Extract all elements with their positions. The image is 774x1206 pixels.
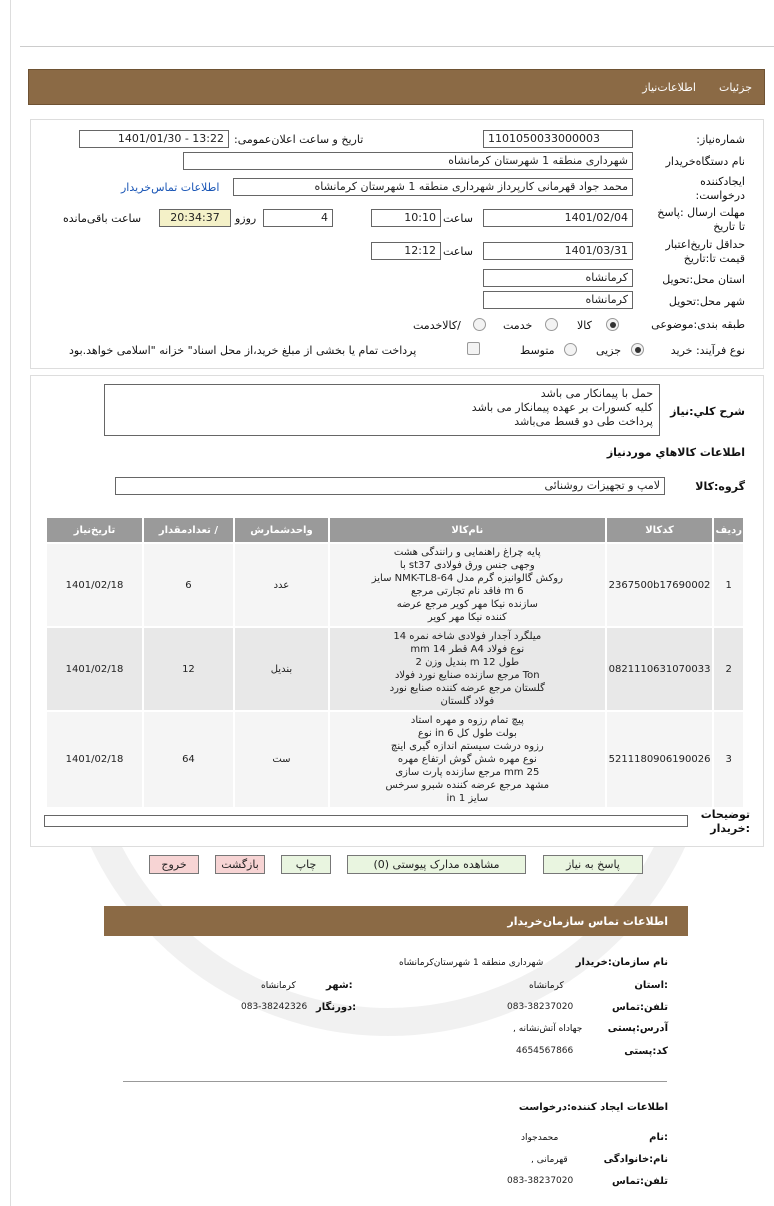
row-code: 0821110631070033 <box>606 627 714 711</box>
creator-phone-label: تلفن:تماس <box>611 1176 668 1187</box>
need-number-label: شماره‌نیاز: <box>696 133 745 146</box>
contact-address-value: جهاداه آتش‌نشانه , <box>513 1024 583 1034</box>
creator-info-label: اطلاعات ایجاد کننده:درخواست <box>518 1102 668 1113</box>
buyer-contact-header <box>104 906 688 936</box>
remaining-time-label: ساعت باقی‌مانده <box>63 212 142 225</box>
description-label: شرح کلي:نیاز <box>670 405 745 418</box>
back-button[interactable]: بازگشت <box>215 855 265 874</box>
table-row <box>46 627 744 711</box>
treasury-checkbox[interactable] <box>467 342 480 355</box>
description-box <box>104 384 660 436</box>
contact-divider <box>123 1081 667 1082</box>
creator-name-label: :نام <box>649 1132 668 1143</box>
contact-org-value: شهرداری منطقه 1 شهرستان‌کرمانشاه <box>399 958 544 968</box>
description-line: کلیه کسورات بر عهده پیمانکار می باشد <box>471 401 653 414</box>
row-name-line: نوع فولاد A4 قطر 14 mm <box>410 644 525 655</box>
city-field: کرمانشاه <box>483 291 633 309</box>
announce-date-field: 1401/01/30 - 13:22 <box>79 130 229 148</box>
row-unit: عدد <box>234 543 329 627</box>
row-name-line: پایه چراغ راهنمایی و رانندگی هشت <box>393 547 541 558</box>
row-name <box>329 627 606 711</box>
category-label: طبقه بندی:موضوعی <box>651 318 745 331</box>
reply-button[interactable]: پاسخ به نیاز <box>543 855 643 874</box>
attachments-button[interactable]: مشاهده مدارک پیوستی (0) <box>347 855 526 874</box>
buyer-notes-label: توضیحات :خریدار <box>700 808 750 835</box>
goods-group-label: گروه:کالا <box>695 480 745 493</box>
remaining-time-field: 20:34:37 <box>159 209 231 227</box>
row-date: 1401/02/18 <box>46 543 143 627</box>
row-name-line: وجهی جنس ورق فولادی st37 با <box>399 560 535 571</box>
category-goods-label: کالا <box>577 319 592 332</box>
validity-time-field: 12:12 <box>371 242 441 260</box>
row-code: 2367500b17690002 <box>606 543 714 627</box>
contact-postal-value: 4654567866 <box>516 1046 574 1056</box>
buyer-org-field: شهرداری منطقه 1 شهرستان کرمانشاه <box>183 152 633 170</box>
row-name-line: بولت طول کل 6 in نوع <box>417 728 517 739</box>
contact-org-label: نام سازمان:خریدار <box>575 957 668 968</box>
purchase-type-label: نوع فرآیند: خرید <box>670 344 745 357</box>
row-name-line: رزوه درشت سیستم اندازه گیری اینچ <box>390 741 544 752</box>
row-index: 2 <box>713 627 744 711</box>
page-top-divider <box>20 46 774 47</box>
tab-need-info[interactable]: اطلاعات‌نیاز <box>642 81 696 94</box>
days-label: روزو <box>235 212 257 225</box>
reply-time-label: ساعت <box>443 212 473 225</box>
buyer-org-label: نام دستگاه‌خریدار <box>665 155 745 168</box>
print-button[interactable]: چاپ <box>281 855 331 874</box>
reply-deadline-label: مهلت ارسال :پاسخ تا تاریخ <box>657 206 745 233</box>
category-goods-service-radio[interactable] <box>473 318 486 331</box>
row-index: 3 <box>713 711 744 808</box>
contact-fax-value: 083-38242326 <box>241 1002 308 1012</box>
table-row <box>46 543 744 627</box>
row-name-line: 6 m فاقد نام تجارتی مرجع <box>411 586 524 597</box>
creator-label: ایجادکننده درخواست: <box>695 175 745 202</box>
purchase-partial-label: جزیی <box>596 344 622 357</box>
row-qty: 6 <box>143 543 234 627</box>
contact-province-label: :استان <box>634 980 668 991</box>
province-field: کرمانشاه <box>483 269 633 287</box>
goods-info-label: اطلاعات کالاهاي موردنیاز <box>606 446 745 459</box>
details-header <box>28 69 765 105</box>
row-name-line: 25 mm مرجع سازنده پارت سازی <box>395 767 540 778</box>
row-name-line: Ton مرجع سازنده صنایع نورد فولاد <box>394 670 540 681</box>
row-name-line: نوع مهره شش گوش ارتفاع مهره <box>397 754 537 765</box>
treasury-note: پرداخت تمام یا بخشی از مبلغ خرید،از محل اسناد" خزانه "اسلامی خواهد.بود <box>69 344 417 357</box>
row-name-line: سایز 1 in <box>446 793 489 804</box>
goods-group-field: لامپ و تجهیزات روشنائی <box>115 477 665 495</box>
contact-postal-label: کد:پستی <box>624 1046 668 1057</box>
row-name-line: میلگرد آجدار فولادی شاخه نمره 14 <box>393 631 542 642</box>
contact-city-label: :شهر <box>326 980 353 991</box>
row-name-line: پیچ تمام رزوه و مهره استاد <box>410 715 524 726</box>
category-goods-service-label: /کالاخدمت <box>413 319 461 332</box>
page-left-border <box>10 0 11 1206</box>
row-name-line: روکش گالوانیزه گرم مدل NMK-TL8-64 سایز <box>371 573 563 584</box>
contact-phone-label: تلفن:تماس <box>611 1002 668 1013</box>
reply-time-field: 10:10 <box>371 209 441 227</box>
row-name-line: طول 12 m بندیل وزن 2 <box>415 657 520 668</box>
creator-phone-value: 083-38237020 <box>507 1176 574 1186</box>
announce-date-label: تاریخ و ساعت اعلان‌عمومی: <box>234 133 364 146</box>
category-goods-radio[interactable] <box>606 318 619 331</box>
row-unit: ست <box>234 711 329 808</box>
purchase-medium-radio[interactable] <box>564 343 577 356</box>
row-name-line: مشهد مرجع عرضه کننده شبرو سرخس <box>385 780 550 791</box>
row-qty: 12 <box>143 627 234 711</box>
contact-phone-value: 083-38237020 <box>507 1002 574 1012</box>
row-name-line: سازنده نیکا مهر کویر مرجع عرضه <box>396 599 538 610</box>
exit-button[interactable]: خروج <box>149 855 199 874</box>
buyer-contact-title: اطلاعات تماس سازمان‌خریدار <box>507 915 668 928</box>
table-header-row <box>46 517 744 543</box>
row-code: 5211180906190026 <box>606 711 714 808</box>
purchase-partial-radio[interactable] <box>631 343 644 356</box>
validity-label: حداقل تاریخ‌اعتبار قیمت تا:تاریخ <box>665 238 745 265</box>
table-row <box>46 711 744 808</box>
need-number-field: 1101050033000003 <box>483 130 633 148</box>
row-date: 1401/02/18 <box>46 711 143 808</box>
contact-address-label: آدرس:پستی <box>607 1023 668 1034</box>
col-qty: / تعدادمقدار <box>143 517 234 543</box>
contact-province-value: کرمانشاه <box>529 981 564 991</box>
category-service-label: خدمت <box>503 319 533 332</box>
buyer-notes-field <box>44 815 688 827</box>
col-unit: واحدشمارش <box>234 517 329 543</box>
row-name-line: فولاد گلستان <box>440 696 495 707</box>
province-label: استان محل:تحویل <box>662 273 745 286</box>
row-name-line: کننده نیکا مهر کویر <box>427 612 507 623</box>
col-name: نام‌کالا <box>329 517 606 543</box>
contact-fax-label: :دورنگار <box>316 1002 357 1013</box>
row-unit: بندیل <box>234 627 329 711</box>
col-date: تاریخ‌نیاز <box>46 517 143 543</box>
validity-date-field: 1401/03/31 <box>483 242 633 260</box>
row-name <box>329 543 606 627</box>
reply-date-field: 1401/02/04 <box>483 209 633 227</box>
days-field: 4 <box>263 209 333 227</box>
creator-name-value: محمدجواد <box>521 1133 559 1143</box>
contact-city-value: کرمانشاه <box>261 981 296 991</box>
purchase-medium-label: متوسط <box>520 344 555 357</box>
city-label: شهر محل:تحویل <box>668 295 745 308</box>
goods-table <box>45 516 745 809</box>
category-service-radio[interactable] <box>545 318 558 331</box>
row-qty: 64 <box>143 711 234 808</box>
creator-family-value: قهرمانی , <box>531 1155 568 1165</box>
tab-details[interactable]: جزئیات <box>719 81 752 94</box>
description-line: حمل با پیمانکار می باشد <box>540 387 653 400</box>
row-name <box>329 711 606 808</box>
row-date: 1401/02/18 <box>46 627 143 711</box>
creator-family-label: نام:خانوادگی <box>603 1154 668 1165</box>
creator-field: محمد جواد قهرمانی کارپرداز شهرداری منطقه 1 شهرستان کرمانشاه <box>233 178 633 196</box>
row-name-line: گلستان مرجع عرضه کننده صنایع نورد <box>389 683 545 694</box>
row-index: 1 <box>713 543 744 627</box>
col-code: کدکالا <box>606 517 714 543</box>
description-line: پرداخت طی دو قسط می‌باشد <box>514 415 653 428</box>
col-index: ردیف <box>713 517 744 543</box>
buyer-contact-link[interactable]: اطلاعات تماس‌خریدار <box>121 181 220 194</box>
validity-time-label: ساعت <box>443 245 473 258</box>
